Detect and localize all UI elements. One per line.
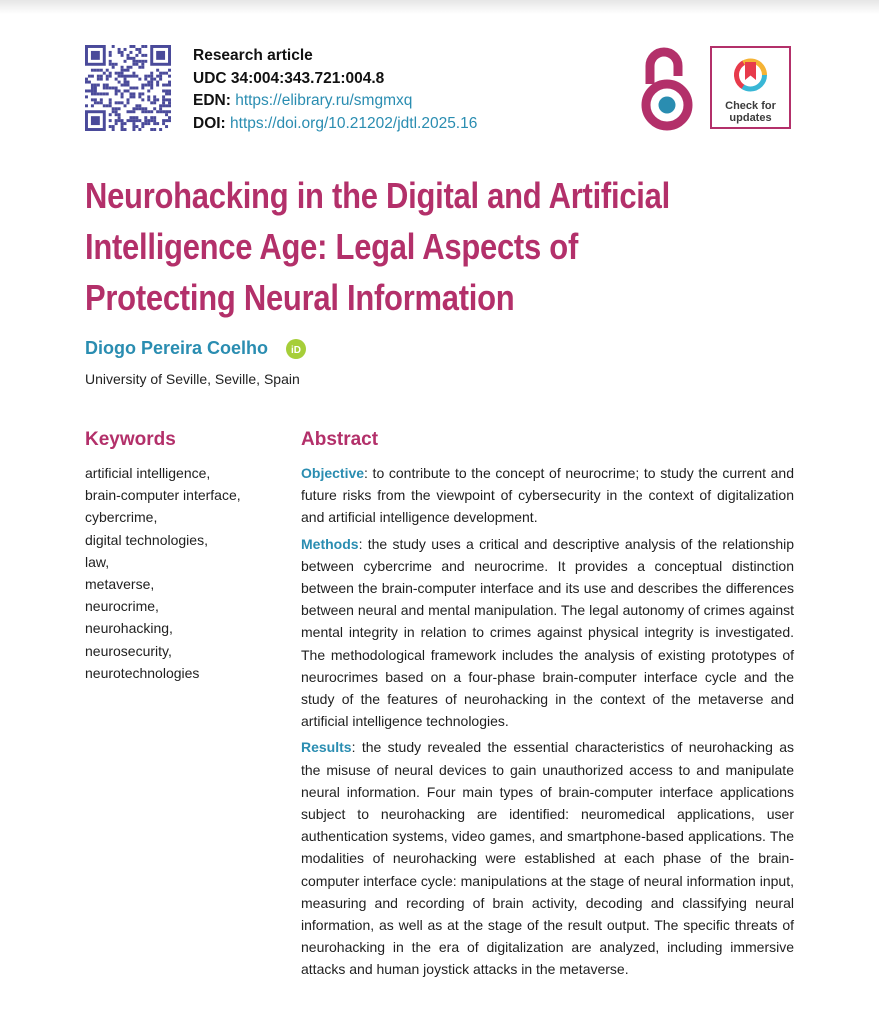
check-for-updates-label: Check for updates [725, 100, 776, 124]
check-for-updates-badge[interactable] [710, 46, 791, 129]
results-label: Results [301, 739, 352, 756]
objective-label: Objective [301, 465, 365, 481]
udc-code: UDC 34:004:343.721:004.8 [193, 69, 385, 87]
abstract-results [301, 736, 794, 980]
keywords-heading: Keywords [85, 429, 176, 450]
author-name[interactable]: Diogo Pereira Coelho [85, 338, 269, 358]
keyword-item: neurohacking, [85, 620, 173, 637]
qr-code-icon [85, 45, 171, 131]
check-for-updates-icon [732, 56, 769, 94]
keyword-item: neurocrime, [85, 598, 159, 615]
objective-text: : to contribute to the concept of neurocrime; to study the current and future risks from the viewpoint of cybersecurity in the context of digitalization and artificial intelligence development. [301, 465, 794, 526]
results-text: : the study revealed the essential characteristics of neurohacking as the misuse of neural devices to gain unauthorized access to and manipulate neural information. Four main types of brain-computer interface applications subject to neurohacking are identified: neuromedical applications, user authentication systems, video games, and smartphone-based applications. The modalities of neurohacking were established at each phase of the brain-computer interface cycle: manipulations at the stage of neural information input, measuring and recording of brain activity, decoding and classifying neural information, as well as at the stage of the result output. The specific threats of neurohacking in the era of digitalization are analyzed, including immersive attacks and human joystick attacks in the metaverse. [301, 739, 794, 978]
article-type: Research article [193, 47, 313, 64]
edn-link[interactable]: https://elibrary.ru/smgmxq [235, 92, 413, 109]
keyword-item: digital technologies, [85, 531, 208, 548]
svg-text:iD: iD [291, 345, 301, 356]
keyword-item: neurotechnologies [85, 664, 200, 681]
keywords-list [85, 462, 241, 684]
methods-text: : the study uses a critical and descriptive analysis of the relationship between cybercrime and neurocrime. It provides a conceptual distinction between the brain-computer interface and its use and describes the differences between neural and mental manipulation. The legal autonomy of crimes against mental integrity in relation to crimes against physical integrity is investigated. The methodological framework includes the analysis of existing prototypes of neurocrimes based on a four-phase brain-computer interface cycle and the study of the features of neurohacking in the context of the metaverse and artificial intelligence technologies. [301, 535, 794, 730]
edn-label: EDN: [193, 92, 231, 109]
article-metadata [193, 45, 477, 135]
edn-line [193, 90, 477, 113]
keyword-item: law, [85, 553, 110, 570]
keyword-item: artificial intelligence, [85, 465, 211, 481]
keyword-item: cybercrime, [85, 509, 158, 526]
doi-label: DOI: [193, 114, 226, 132]
doi-line [193, 113, 477, 136]
doi-link[interactable]: https://doi.org/10.21202/jdtl.2025.16 [230, 114, 478, 132]
abstract-heading: Abstract [301, 429, 379, 450]
abstract-body [301, 462, 794, 985]
keyword-item: brain-computer interface, [85, 487, 241, 504]
open-access-icon [640, 46, 694, 132]
keyword-item: neurosecurity, [85, 642, 172, 659]
page-top-shadow [0, 0, 879, 14]
methods-label: Methods [301, 535, 359, 552]
abstract-objective [301, 462, 794, 529]
abstract-methods [301, 533, 794, 733]
article-title: Neurohacking in the Digital and Artificial Intelligence Age: Legal Aspects of Protecting Neural Information [85, 175, 670, 318]
keyword-item: metaverse, [85, 576, 155, 593]
orcid-icon[interactable] [286, 339, 306, 359]
author-affiliation: University of Seville, Seville, Spain [85, 371, 300, 387]
